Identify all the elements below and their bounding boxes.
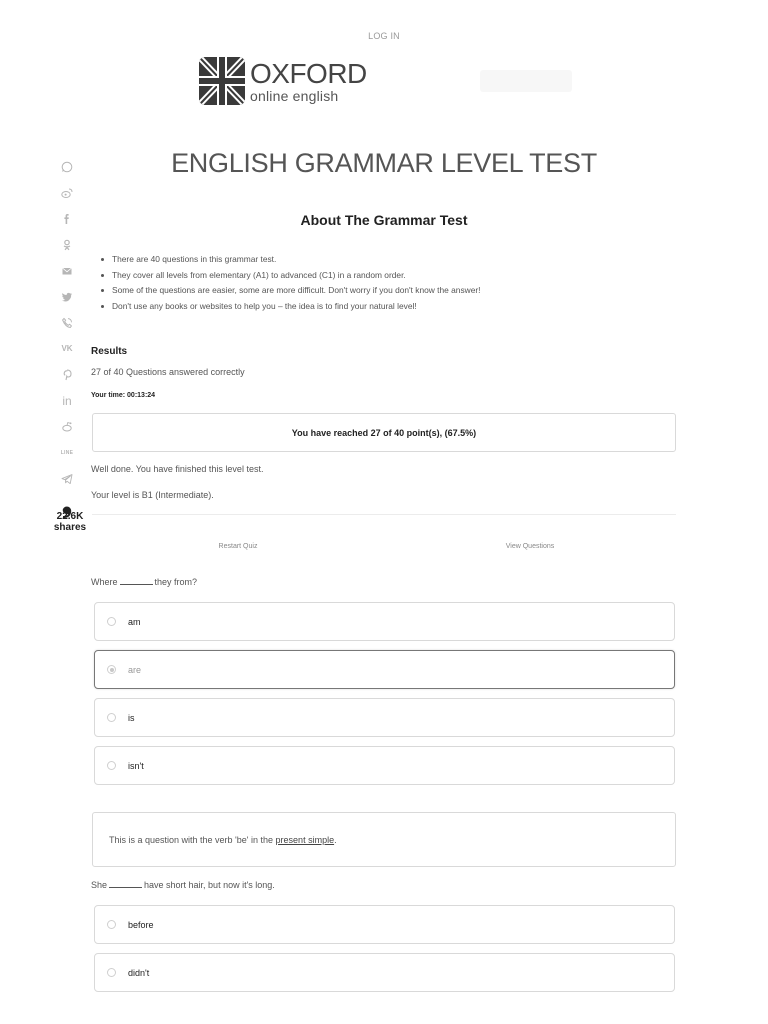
share-count-label: shares <box>53 522 87 533</box>
view-questions-button[interactable]: View Questions <box>505 543 555 550</box>
weibo-icon[interactable] <box>55 180 79 206</box>
question-text <box>91 577 197 587</box>
answer-blank <box>120 577 153 585</box>
about-title: About The Grammar Test <box>300 212 468 228</box>
linkedin-icon[interactable] <box>55 388 79 414</box>
option-label: is <box>128 712 135 723</box>
answer-option[interactable] <box>94 953 675 992</box>
restart-quiz-button[interactable]: Restart Quiz <box>218 543 258 550</box>
line-icon[interactable] <box>55 440 79 466</box>
radio-button[interactable] <box>107 968 116 977</box>
answer-option-selected[interactable] <box>94 650 675 689</box>
answer-blank <box>109 880 142 888</box>
option-label: didn't <box>128 967 150 978</box>
answer-option[interactable] <box>94 602 675 641</box>
points-summary: You have reached 27 of 40 point(s), (67.5%) <box>92 413 676 452</box>
question-text <box>91 880 275 890</box>
explanation-text: This is a question with the verb 'be' in the <box>109 834 274 845</box>
answer-option[interactable] <box>94 698 675 737</box>
odnoklassniki-icon[interactable] <box>55 232 79 258</box>
login-link[interactable]: LOG IN <box>368 31 400 41</box>
question-before: Where <box>91 577 118 587</box>
quote-icon[interactable]: ❟ <box>61 488 73 518</box>
logo-title: OXFORD <box>250 57 367 89</box>
question-after: they from? <box>154 577 198 587</box>
option-label: before <box>128 919 154 930</box>
explanation-box <box>92 812 676 867</box>
option-label: am <box>128 616 141 627</box>
results-title: Results <box>91 346 128 357</box>
list-item: They cover all levels from elementary (A1) to advanced (C1) in a random order. <box>112 268 672 284</box>
vk-icon[interactable] <box>55 336 79 362</box>
viber-icon[interactable] <box>55 310 79 336</box>
explanation-end: . <box>334 834 337 845</box>
email-icon[interactable] <box>55 258 79 284</box>
linkedin-label: in <box>62 394 72 408</box>
share-count <box>52 511 88 533</box>
list-item: There are 40 questions in this grammar test. <box>112 252 672 268</box>
vk-label: VK <box>61 344 73 353</box>
question-before: She <box>91 880 108 890</box>
radio-button[interactable] <box>107 920 116 929</box>
results-correct-count: 27 of 40 Questions answered correctly <box>91 367 245 377</box>
about-list <box>112 252 672 315</box>
page-title: ENGLISH GRAMMAR LEVEL TEST <box>171 148 597 178</box>
result-message: Well done. You have finished this level test. <box>91 464 264 474</box>
present-simple-link[interactable]: present simple <box>275 834 335 845</box>
radio-button[interactable] <box>107 761 116 770</box>
answer-option[interactable] <box>94 905 675 944</box>
pinterest-icon[interactable] <box>55 362 79 388</box>
radio-button[interactable] <box>107 665 116 674</box>
divider <box>92 514 676 515</box>
oxford-logo[interactable] <box>199 57 367 105</box>
list-item: Some of the questions are easier, some are more difficult. Don't worry if you don't know the answer! <box>112 283 672 299</box>
reddit-icon[interactable] <box>55 414 79 440</box>
question-after: have short hair, but now it's long. <box>144 880 275 890</box>
radio-button[interactable] <box>107 617 116 626</box>
logo-subtitle: online english <box>250 87 339 104</box>
option-label: are <box>128 664 142 675</box>
result-level: Your level is B1 (Intermediate). <box>91 490 214 500</box>
line-label: LINE <box>60 449 74 456</box>
radio-button[interactable] <box>107 713 116 722</box>
header-ghost-button[interactable] <box>480 70 572 92</box>
twitter-icon[interactable] <box>55 284 79 310</box>
results-time: Your time: 00:13:24 <box>91 392 156 399</box>
list-item: Don't use any books or websites to help you – the idea is to find your natural level! <box>112 299 672 315</box>
union-jack-flag-icon <box>199 57 245 105</box>
answer-option[interactable] <box>94 746 675 785</box>
share-count-number: 22.6K <box>56 511 84 522</box>
option-label: isn't <box>128 760 144 771</box>
